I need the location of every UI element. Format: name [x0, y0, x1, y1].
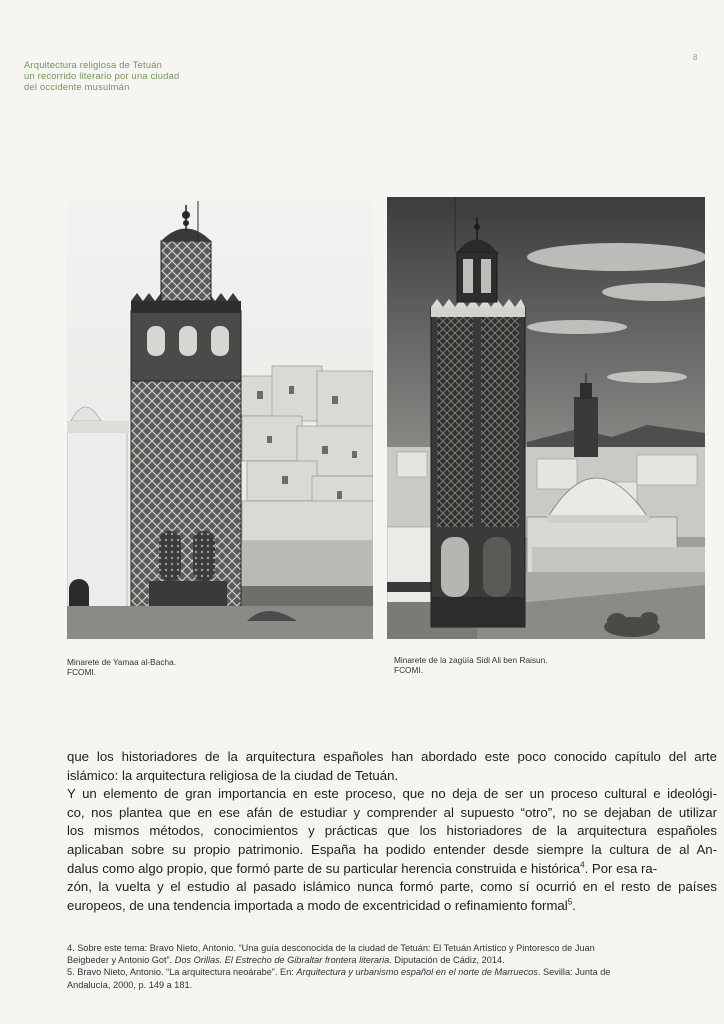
footnote-text: . Diputación de Cádiz, 2014. [389, 955, 505, 966]
footnote-ref-4[interactable]: 4 [580, 860, 585, 870]
minaret-photo-left-image [67, 201, 373, 639]
footnote-text: 5. Bravo Nieto, Antonio. “La arquitectura neoárabe”. En: [67, 967, 297, 978]
header-line-2: un recorrido literario por una ciudad [24, 70, 180, 81]
figure-caption-left [67, 657, 176, 677]
minaret-photo-right-image [387, 197, 705, 639]
header-line-3: del occidente musulmán [24, 81, 130, 92]
body-line-text: . [572, 897, 576, 913]
body-line: los mismos métodos, conocimientos y prácticas que los historiadores de la arquitectura españoles [67, 823, 717, 839]
footnotes [67, 942, 717, 991]
body-line: zón, la vuelta y el estudio al pasado islámico nunca formó parte, como sí ocurrió en el resto de países [67, 879, 717, 895]
footnote-ref-5[interactable]: 5 [567, 897, 573, 907]
footnote-title-italic: Arquitectura y urbanismo español en el norte de Marruecos [296, 967, 538, 978]
footnote-title-italic: Dos Orillas. El Estrecho de Gibraltar frontera literaria [174, 955, 390, 966]
body-line-text: . Por esa ra- [584, 860, 658, 876]
body-line: co, nos plantea que en ese afán de estudiar y comprender al supuesto “otro”, no se dejaban de utilizar [67, 804, 717, 820]
minaret-photo-right [387, 197, 705, 639]
page-number: 8 [693, 53, 698, 62]
body-line-text: europeos, de una tendencia importada a modo de excentricidad o refinamiento formal [67, 897, 568, 913]
body-text [67, 748, 717, 915]
body-line: Y un elemento de gran importancia en este proceso, que no deja de ser un proceso cultural e ideológi- [67, 786, 717, 802]
minaret-photo-left [67, 201, 373, 639]
running-header [24, 59, 179, 92]
figure-caption-right [394, 655, 548, 675]
body-line: aplicaban sobre su propio patrimonio. España ha podido entender desde siempre la cultura de al An- [67, 841, 717, 857]
caption-title: Minarete de la zagüía Sidi Ali ben Raisun. [394, 655, 548, 665]
body-line [67, 897, 717, 916]
footnote-4-line-2 [67, 954, 717, 966]
caption-credit: FCOMI. [394, 665, 424, 675]
caption-credit: FCOMI. [67, 667, 97, 677]
body-line-text: dalus como algo propio, que formó parte de su particular herencia construida e histórica [67, 860, 581, 876]
footnote-5-line-1 [67, 966, 717, 978]
footnote-text: . Sevilla: Junta de [537, 967, 611, 978]
body-line: que los historiadores de la arquitectura españoles han abordado este poco conocido capítulo del arte [67, 749, 717, 764]
header-line-1: Arquitectura religiosa de Tetuán [24, 59, 163, 70]
footnote-text: Beigbeder y Antonio Got”. [67, 955, 175, 966]
caption-title: Minarete de Yamaa al-Bacha. [67, 657, 176, 667]
body-line: islámico: la arquitectura religiosa de la ciudad de Tetuán. [67, 767, 399, 783]
body-line [67, 860, 717, 879]
footnote-5-line-2: Andalucía, 2000, p. 149 a 181. [67, 979, 193, 990]
footnote-4-line-1: 4. Sobre este tema: Bravo Nieto, Antonio. “Una guía desconocida de la ciudad de Tetuán: El Tetuán Artístico y Pintoresco de Juan [67, 943, 595, 953]
